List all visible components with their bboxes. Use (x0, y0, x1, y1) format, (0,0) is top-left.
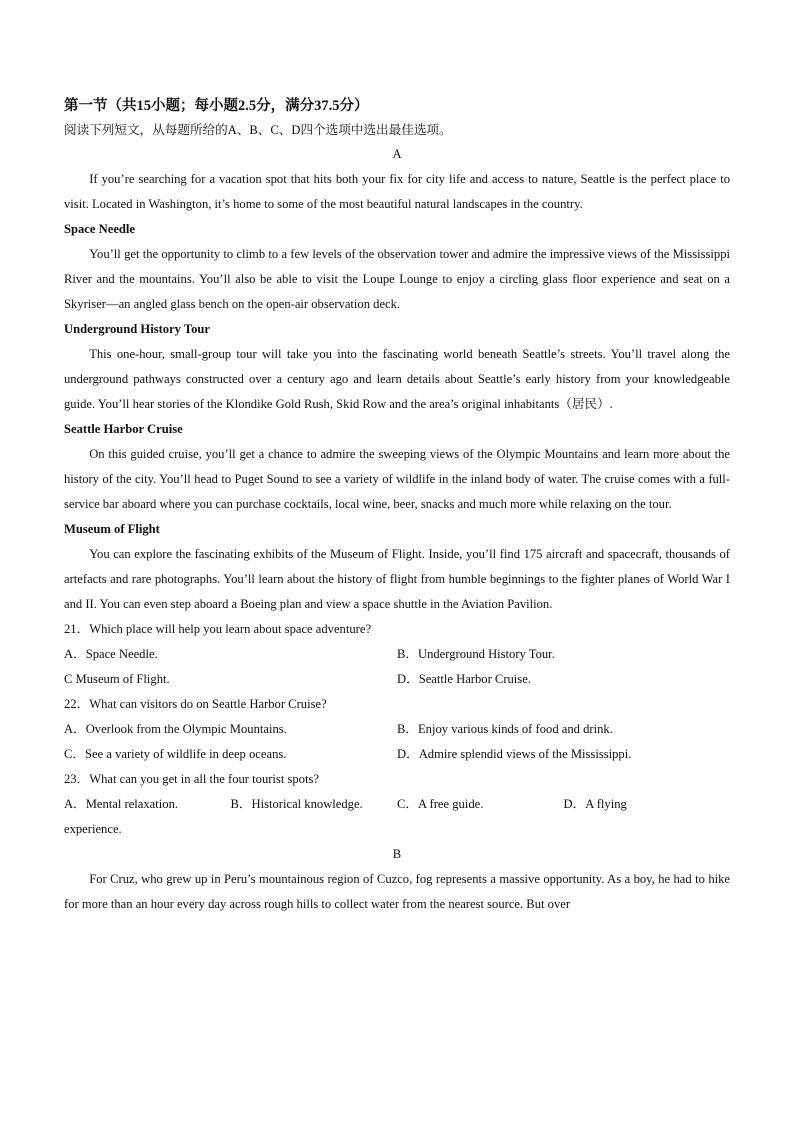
question-22-option-c: C．See a variety of wildlife in deep oceans. (64, 747, 287, 761)
question-23-stem: 23．What can you get in all the four tourist spots? (64, 772, 319, 786)
question-22-option-d: D．Admire splendid views of the Mississippi. (397, 747, 632, 761)
question-23-option-b: B．Historical knowledge. (230, 797, 363, 811)
question-23-option-d: D．A flying (563, 797, 627, 811)
question-23-options-row (64, 792, 730, 817)
paragraph-harbor-cruise: On this guided cruise, you’ll get a chance to admire the sweeping views of the Olympic Mountains and learn more about the history of the city. You’ll head to Puget Sound to see a variety of wildlife in the inland body of water. The cruise comes with a full-service bar aboard where you can purchase cocktails, local wine, beer, snacks and much more while relaxing on the tour. (64, 447, 730, 511)
question-22-option-a: A．Overlook from the Olympic Mountains. (64, 722, 287, 736)
question-21-option-a: A．Space Needle. (64, 647, 158, 661)
question-21-option-d: D．Seattle Harbor Cruise. (397, 672, 531, 686)
passage-b-label: B (392, 847, 402, 861)
heading-space-needle: Space Needle (64, 222, 135, 236)
question-22-stem: 22．What can visitors do on Seattle Harbor Cruise? (64, 697, 327, 711)
passage-a-intro: If you’re searching for a vacation spot that hits both your fix for city life and access to nature, Seattle is the perfect place to visit. Located in Washington, it’s home to some of the most beautiful natural landscapes in the country. (64, 172, 730, 211)
question-23-option-d-continued: experience. (64, 822, 122, 836)
question-23-option-a: A．Mental relaxation. (64, 797, 179, 811)
question-22-options-row-2 (64, 742, 730, 767)
section-instruction: 阅读下列短文，从每题所给的A、B、C、D四个选项中选出最佳选项。 (64, 123, 452, 137)
question-21-options-row-2 (64, 667, 730, 692)
section-title: 第一节（共15小题；每小题2.5分，满分37.5分） (64, 98, 369, 114)
heading-underground-tour: Underground History Tour (64, 322, 211, 336)
question-21-stem: 21．Which place will help you learn about space adventure? (64, 622, 372, 636)
passage-a-label: A (392, 147, 402, 161)
heading-museum-of-flight: Museum of Flight (64, 522, 160, 536)
question-21-options-row-1 (64, 642, 730, 667)
question-22-option-b: B．Enjoy various kinds of food and drink. (397, 722, 613, 736)
paragraph-museum-of-flight: You can explore the fascinating exhibits of the Museum of Flight. Inside, you’ll find 175 aircraft and spacecraft, thousands of artefacts and rare photographs. You’ll learn about the history of flight from humble beginnings to the fighter planes of World War I and II. You can even step aboard a Boeing plan and view a space shuttle in the Aviation Pavilion. (64, 547, 730, 611)
question-23-option-c: C．A free guide. (397, 797, 484, 811)
question-21-option-b: B．Underground History Tour. (397, 647, 555, 661)
question-22-options-row-1 (64, 717, 730, 742)
heading-harbor-cruise: Seattle Harbor Cruise (64, 422, 183, 436)
question-21-option-c: C Museum of Flight. (64, 672, 170, 686)
passage-b-paragraph: For Cruz, who grew up in Peru’s mountainous region of Cuzco, fog represents a massive opportunity. As a boy, he had to hike for more than an hour every day across rough hills to collect water from the nearest source. But over (64, 872, 730, 911)
paragraph-space-needle: You’ll get the opportunity to climb to a few levels of the observation tower and admire the impressive views of the Mississippi River and the mountains. You’ll also be able to visit the Loupe Lounge to enjoy a circling glass floor experience and seat on a Skyriser—an angled glass bench on the open-air observation deck. (64, 247, 730, 311)
paragraph-underground-tour: This one-hour, small-group tour will take you into the fascinating world beneath Seattle’s streets. You’ll travel along the underground pathways constructed over a century ago and learn details about Seattle’s early history from your knowledgeable guide. You’ll hear stories of the Klondike Gold Rush, Skid Row and the area’s original inhabitants（居民）. (64, 347, 730, 411)
